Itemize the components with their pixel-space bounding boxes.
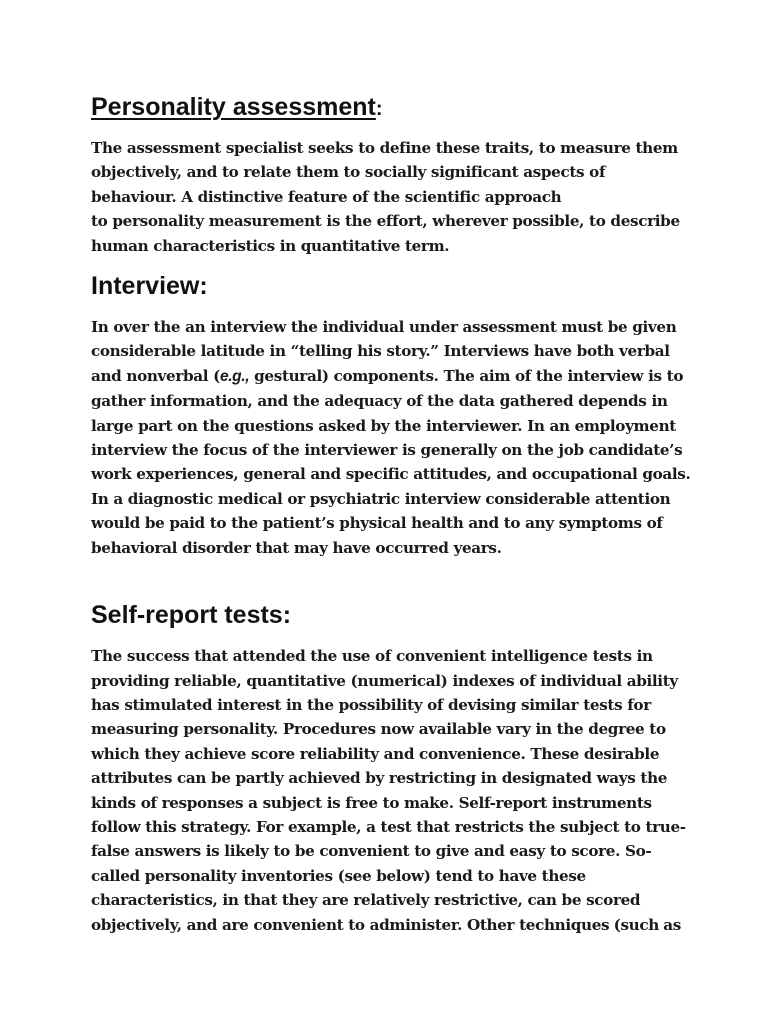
- italic-abbreviation: e.g.,: [219, 367, 250, 385]
- text-fragment: gestural) components. The aim of the interview is to: [249, 366, 684, 385]
- text-fragment: objectively, and are convenient to administer. Other techniques: [91, 915, 610, 934]
- text-line: has stimulated interest in the possibility of devising similar tests for: [91, 695, 651, 714]
- text-line: In a diagnostic medical or psychiatric interview considerable attention: [91, 489, 671, 508]
- text-line: work experiences, general and specific attitudes, and occupational goals.: [91, 465, 691, 484]
- text-line: providing reliable, quantitative (numerical) indexes of individual ability: [91, 671, 678, 690]
- heading-personality-assessment-text: Personality assessment: [91, 93, 376, 121]
- text-line: human characteristics in quantitative term.: [91, 236, 450, 255]
- text-line: attributes can be partly achieved by restricting in designated ways the: [91, 769, 668, 788]
- paragraph-personality-assessment: [91, 136, 681, 258]
- text-line: false answers is likely to be convenient to give and easy to score. So-: [91, 842, 652, 861]
- text-line: considerable latitude in “telling his story.” Interviews have both verbal: [91, 342, 670, 361]
- text-line: kinds of responses a subject is free to make. Self-report instruments: [91, 793, 652, 812]
- text-line: The assessment specialist seeks to define these traits, to measure them: [91, 139, 678, 157]
- text-line: would be paid to the patient’s physical health and to any symptoms of: [91, 514, 663, 533]
- paragraph-self-report-tests: [91, 644, 686, 937]
- text-fragment: (such: [613, 915, 659, 934]
- document-page: [91, 92, 691, 937]
- heading-personality-assessment: [91, 92, 681, 124]
- text-line: follow this strategy. For example, a test that restricts the subject to true-: [91, 817, 686, 836]
- text-fragment: and nonverbal (: [91, 366, 220, 385]
- text-line-with-italic: [91, 364, 684, 389]
- text-line: interview the focus of the interviewer is generally on the job candidate’s: [91, 441, 683, 460]
- text-line: behavioral disorder that may have occurred years.: [91, 538, 502, 557]
- text-line: to personality measurement is the effort, wherever possible, to describe: [91, 212, 680, 231]
- text-line: measuring personality. Procedures now available vary in the degree to: [91, 720, 666, 739]
- text-line: which they achieve score reliability and convenience. These desirable: [91, 744, 660, 763]
- text-line: In over the an interview the individual under assessment must be given: [91, 318, 677, 337]
- heading-self-report-tests: Self-report tests:: [91, 601, 292, 630]
- text-line: behaviour. A distinctive feature of the scientific approach: [91, 187, 562, 206]
- text-line: The success that attended the use of convenient intelligence tests in: [91, 647, 653, 666]
- text-line: gather information, and the adequacy of the data gathered depends in: [91, 392, 668, 411]
- text-line: called personality inventories (see below) tend to have these: [91, 866, 586, 885]
- text-line-justified: [91, 913, 681, 937]
- text-line: large part on the questions asked by the interviewer. In an employment: [91, 416, 676, 435]
- heading-colon: :: [375, 98, 383, 120]
- heading-interview: Interview:: [91, 272, 208, 301]
- text-fragment: as: [663, 915, 681, 934]
- paragraph-interview: [91, 315, 691, 560]
- text-line: objectively, and to relate them to socially significant aspects of: [91, 163, 606, 182]
- text-line: characteristics, in that they are relatively restrictive, can be scored: [91, 891, 641, 910]
